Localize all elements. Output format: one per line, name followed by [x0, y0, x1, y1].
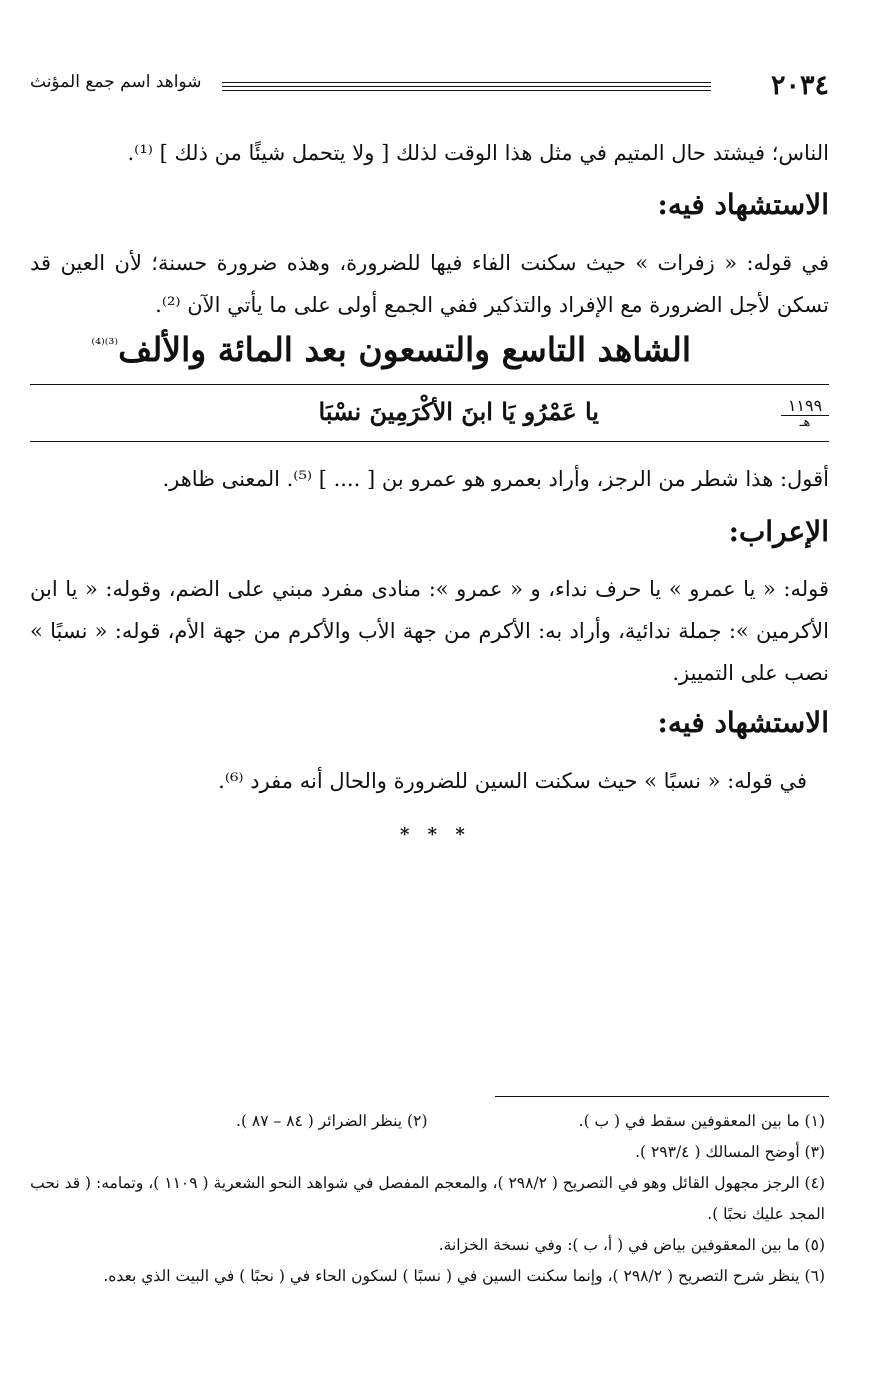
verse-number-value: ١١٩٩	[781, 397, 829, 416]
heading-istishhad-2: الاستشهاد فيه:	[657, 706, 829, 739]
page-header	[30, 70, 829, 106]
footnote-3: (٣) أوضح المسالك ( ٢٩٣/٤ ).	[635, 1143, 825, 1161]
section-separator: * * *	[400, 824, 471, 845]
section-title-text: الشاهد التاسع والتسعون بعد المائة والألف	[118, 330, 691, 369]
aqulu-paragraph: أقول: هذا شطر من الرجز، وأراد بعمرو هو عمرو بن [ .... ] ⁽⁵⁾. المعنى ظاهر.	[162, 467, 829, 491]
footnote-4: (٤) الرجز مجهول القائل وهو في التصريح ( ٢٩٨/٢ )، والمعجم المفصل في شواهد النحو الشعرية ( ١١٠٩ )، وتمامه: ( قد نحب المجد عليك نحبًا ).	[30, 1174, 825, 1223]
footnote-5: (٥) ما بين المعقوفين بياض في ( أ، ب ): وفي نسخة الخزانة.	[438, 1236, 825, 1254]
footnote-2: (٢) ينظر الضرائر ( ٨٤ – ٨٧ ).	[236, 1112, 428, 1130]
footnotes	[30, 1106, 825, 1292]
section-title	[91, 330, 691, 369]
verse-number-hijri: هـ	[799, 415, 811, 430]
istishhad-2-paragraph: في قوله: « نسبًا » حيث سكنت السين للضرورة والحال أنه مفرد ⁽⁶⁾.	[218, 769, 807, 793]
istishhad-1-paragraph: في قوله: « زفرات » حيث سكنت الفاء فيها للضرورة، وهذه ضرورة حسنة؛ لأن العين قد تسكن لأجل الضرورة مع الإفراد والتذكير ففي الجمع أولى على ما يأتي الآن ⁽²⁾.	[30, 251, 829, 317]
section-title-note: ⁽³⁾⁽⁴⁾	[91, 335, 119, 353]
verse-box	[30, 384, 829, 442]
irab-paragraph: قوله: « يا عمرو » يا حرف نداء، و « عمرو »: منادى مفرد مبني على الضم، وقوله: « يا ابن الأكرمين »: جملة ندائية، وأراد به: الأكرم من جهة الأب والأكرم من جهة الأم، قوله: « نسبًا » نصب على التمييز.	[30, 577, 829, 685]
footnote-rule	[495, 1096, 829, 1097]
footnote-row	[30, 1106, 825, 1137]
heading-istishhad-1: الاستشهاد فيه:	[657, 188, 829, 221]
running-title: شواهد اسم جمع المؤنث	[30, 72, 202, 92]
header-rule	[222, 82, 711, 87]
header-rule-lower	[222, 90, 711, 91]
heading-irab: الإعراب:	[728, 515, 829, 548]
footnote-6: (٦) ينظر شرح التصريح ( ٢٩٨/٢ )، وإنما سكنت السين في ( نسبًا ) لسكون الحاء في ( نحبًا ) في البيت الذي بعده.	[103, 1267, 825, 1285]
footnote-1: (١) ما بين المعقوفين سقط في ( ب ).	[578, 1112, 825, 1130]
page-number: ٢٠٣٤	[770, 70, 829, 101]
verse-text: يا عَمْرُو يَا ابنَ الأكْرَمِينَ نسْبَا	[318, 397, 599, 426]
verse-number	[781, 397, 829, 430]
continuation-paragraph: الناس؛ فيشتد حال المتيم في مثل هذا الوقت لذلك [ ولا يتحمل شيئًا من ذلك ] ⁽¹⁾.	[127, 141, 829, 165]
